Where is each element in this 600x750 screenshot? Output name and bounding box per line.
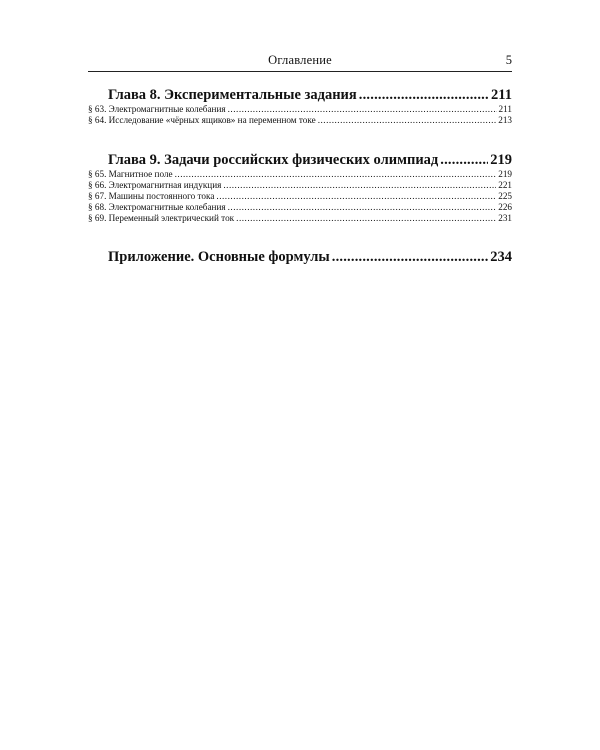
section-title: § 64. Исследование «чёрных ящиков» на переменном токе xyxy=(88,115,316,125)
chapter-title: Глава 9. Задачи российских физических олимпиад xyxy=(108,152,439,168)
toc-section-67 xyxy=(88,191,512,202)
section-page: 225 xyxy=(498,191,512,201)
section-page: 221 xyxy=(498,180,512,190)
chapter-heading xyxy=(108,151,512,169)
toc-section-69 xyxy=(88,213,512,224)
section-page: 213 xyxy=(498,115,512,125)
section-page: 211 xyxy=(498,104,512,114)
dot-leader xyxy=(216,191,496,202)
chapter-heading xyxy=(108,86,512,104)
dot-leader xyxy=(223,180,496,191)
header-title: Оглавление xyxy=(268,53,332,67)
section-page: 226 xyxy=(498,202,512,212)
toc-section-63 xyxy=(88,104,512,115)
toc-section-66 xyxy=(88,180,512,191)
section-title: § 69. Переменный электрический ток xyxy=(88,213,235,223)
appendix-title: Приложение. Основные формулы xyxy=(108,249,330,265)
dot-leader xyxy=(228,104,497,115)
toc-section-68 xyxy=(88,202,512,213)
toc-section-64 xyxy=(88,115,512,126)
toc-chapter-8 xyxy=(88,86,512,126)
toc-appendix xyxy=(108,248,512,266)
dot-leader xyxy=(318,115,497,126)
section-title: § 67. Машины постоянного тока xyxy=(88,191,215,201)
section-title: § 66. Электромагнитная индукция xyxy=(88,180,222,190)
running-header xyxy=(88,52,512,70)
dot-leader xyxy=(359,86,489,104)
appendix-heading xyxy=(108,248,512,266)
dot-leader xyxy=(175,169,497,180)
toc-chapter-9 xyxy=(88,151,512,224)
section-page: 219 xyxy=(498,169,512,179)
dot-leader xyxy=(332,248,489,266)
section-page: 231 xyxy=(498,213,512,223)
chapter-page: 219 xyxy=(490,152,512,168)
section-title: § 63. Электромагнитные колебания xyxy=(88,104,226,114)
chapter-title: Глава 8. Экспериментальные задания xyxy=(108,87,357,103)
toc-section-65 xyxy=(88,169,512,180)
section-title: § 65. Магнитное поле xyxy=(88,169,173,179)
header-page-number: 5 xyxy=(505,53,512,67)
header-rule xyxy=(88,71,512,72)
appendix-page: 234 xyxy=(490,249,512,265)
chapter-page: 211 xyxy=(491,87,512,103)
dot-leader xyxy=(440,151,488,169)
dot-leader xyxy=(228,202,497,213)
dot-leader xyxy=(236,213,496,224)
section-title: § 68. Электромагнитные колебания xyxy=(88,202,226,212)
